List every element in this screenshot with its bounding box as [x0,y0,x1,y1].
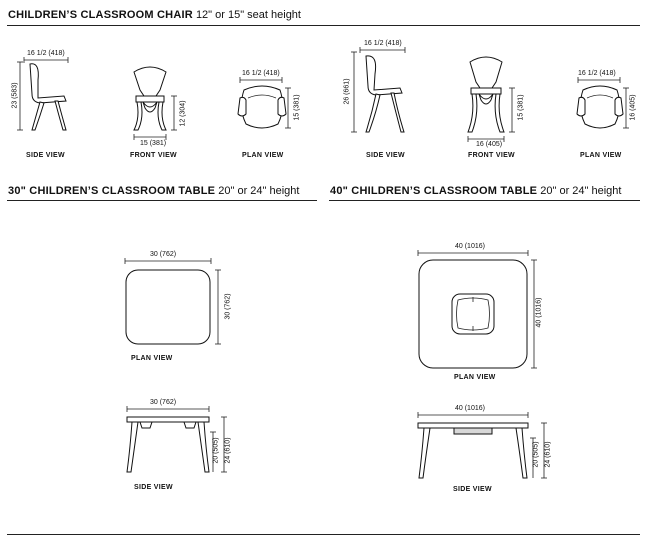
table30-plan-drawing [125,258,221,344]
table30-height-high-label: 24 (610) [224,437,232,464]
table30-side-width-label: 30 (762) [150,399,177,406]
table40-height-high-label: 24 (610) [544,441,552,468]
chair12-front-drawing [134,67,177,140]
chair12-side-view-label: SIDE VIEW [26,152,65,159]
chair15-side-width-label: 16 1/2 (418) [364,40,402,47]
table40-side-view-label: SIDE VIEW [453,486,492,493]
chair15-plan-drawing [577,77,629,128]
table30-side-view-label: SIDE VIEW [134,484,173,491]
chair12-side-width-label: 16 1/2 (418) [27,50,65,57]
chair12-front-view-label: FRONT VIEW [130,152,177,159]
table30-section-title: 30" CHILDREN’S CLASSROOM TABLE [8,185,216,197]
chair15-front-drawing [468,57,515,142]
chair15-plan-depth-label: 16 (405) [629,94,637,121]
table40-height-low-label: 20 (505) [532,441,540,468]
chair15-front-view-label: FRONT VIEW [468,152,515,159]
chair15-front-seat-label: 15 (381) [517,94,525,121]
table40-side-width-label: 40 (1016) [455,405,485,412]
chair-section-title: CHILDREN’S CLASSROOM CHAIR [8,9,193,21]
chair12-front-seat-label: 12 (304) [179,100,187,127]
chair15-plan-width-label: 16 1/2 (418) [578,70,616,77]
table30-height-low-label: 20 (505) [212,437,220,464]
chair12-side-height-label: 23 (583) [11,82,19,109]
table40-plan-width-label: 40 (1016) [455,243,485,250]
chair15-side-view-label: SIDE VIEW [366,152,405,159]
table40-section-subtitle: 20" or 24" height [540,185,622,197]
chair12-front-width-label: 15 (381) [140,140,167,147]
table40-plan-view-label: PLAN VIEW [454,374,496,381]
table40-plan-drawing [418,250,537,368]
chair12-plan-width-label: 16 1/2 (418) [242,70,280,77]
chair12-side-drawing [17,57,68,130]
table30-section-subtitle: 20" or 24" height [218,185,300,197]
table30-plan-view-label: PLAN VIEW [131,355,173,362]
chair15-side-drawing [351,47,405,132]
chair12-plan-drawing [238,77,291,128]
table40-plan-depth-label: 40 (1016) [535,297,543,328]
chair12-plan-view-label: PLAN VIEW [242,152,284,159]
table30-plan-width-label: 30 (762) [150,251,177,258]
chair15-side-height-label: 26 (661) [343,78,351,105]
table30-plan-depth-label: 30 (762) [224,293,232,320]
chair12-plan-depth-label: 15 (381) [293,94,301,121]
table40-section-title: 40" CHILDREN’S CLASSROOM TABLE [330,185,538,197]
chair15-plan-view-label: PLAN VIEW [580,152,622,159]
chair15-front-width-label: 16 (405) [476,141,503,148]
chair-section-subtitle: 12" or 15" seat height [195,9,301,21]
table40-side-drawing [418,412,547,478]
